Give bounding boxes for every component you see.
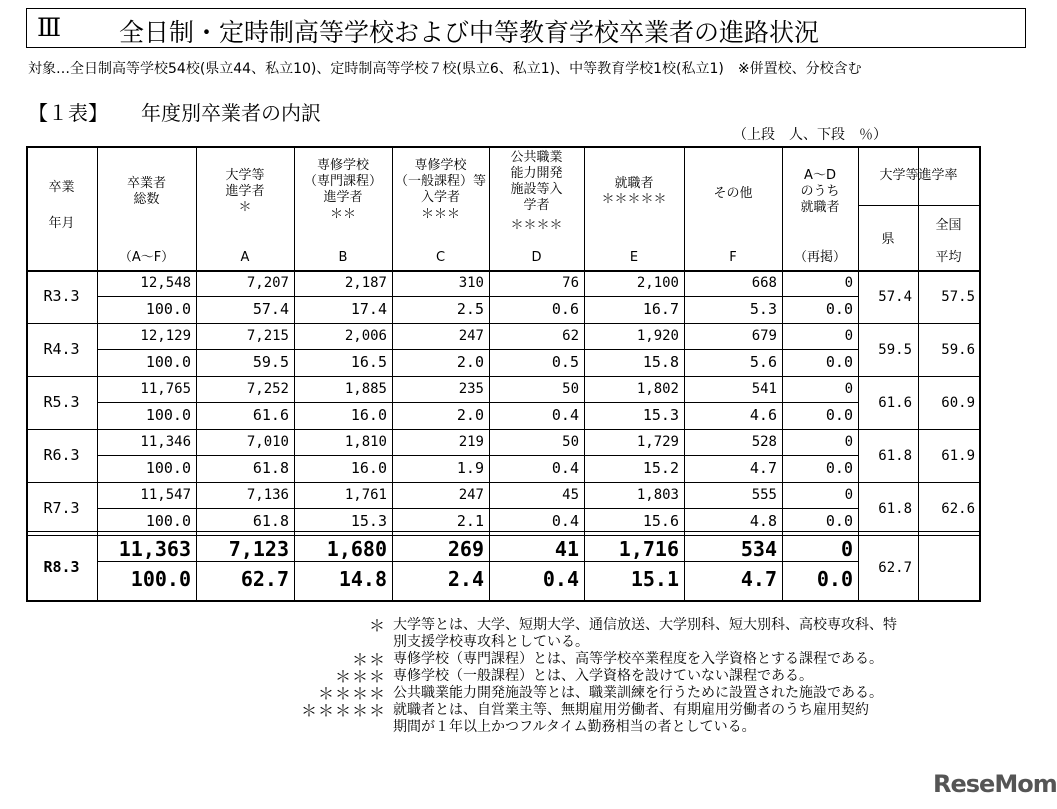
- percent-cell: 14.8: [338, 567, 387, 591]
- table-border-top: [26, 146, 981, 148]
- count-cell: 76: [562, 275, 579, 291]
- percent-cell: 4.7: [740, 567, 777, 591]
- percent-cell: 0.4: [551, 406, 579, 424]
- count-cell: 11,765: [140, 381, 191, 397]
- header-d-line: 能力開発: [510, 166, 563, 181]
- count-cell: 269: [447, 537, 484, 561]
- percent-cell: 0.0: [825, 512, 853, 530]
- count-cell: 41: [554, 537, 579, 561]
- rate-nat-cell: 60.9: [941, 394, 975, 411]
- rate-nat-cell: 57.5: [941, 288, 975, 305]
- rate-pref-cell: 61.6: [878, 394, 912, 411]
- count-cell: 11,346: [140, 434, 191, 450]
- note-text: 公共職業能力開発施設等とは、職業訓練を行うために設置された施設である。: [393, 685, 883, 701]
- header-c-line: （一般課程）等: [394, 174, 486, 189]
- rate-nat-cell: 61.9: [941, 447, 975, 464]
- percent-cell: 2.0: [456, 353, 484, 371]
- header-ad-line: のうち: [800, 184, 840, 199]
- note-mark: ＊＊＊＊＊: [300, 701, 386, 720]
- header-a-line: A: [240, 250, 250, 265]
- note-text: 大学等とは、大学、短期大学、通信放送、大学別科、短大別科、高校専攻科、特: [393, 617, 897, 633]
- count-cell: 11,547: [140, 487, 191, 503]
- row-year: R5.3: [43, 392, 80, 411]
- final-row-inner-line: [26, 535, 981, 536]
- count-cell: 679: [751, 328, 777, 344]
- row-divider: [26, 323, 979, 324]
- count-cell: 7,010: [246, 434, 289, 450]
- count-cell: 0: [844, 381, 853, 397]
- percent-cell: 0.0: [816, 567, 853, 591]
- percent-cell: 100.0: [145, 459, 191, 477]
- percent-cell: 15.2: [642, 459, 679, 477]
- row-year: R3.3: [43, 286, 80, 305]
- count-cell: 1,885: [344, 381, 387, 397]
- percent-cell: 59.5: [252, 353, 289, 371]
- percent-cell: 16.7: [642, 300, 679, 318]
- rate-subheader-line: [858, 205, 979, 206]
- resemom-logo: ReseMom: [933, 770, 1057, 798]
- table-label: [28, 97, 321, 126]
- count-cell: 12,548: [140, 275, 191, 291]
- header-b-line: （専門課程）: [303, 174, 382, 189]
- row-mid-dotted: [97, 455, 858, 456]
- target-description: 対象…全日制高等学校54校(県立44、私立10)、定時制高等学校７校(県立6、私立1)、中等教育学校1校(私立1) ※併置校、分校含む: [28, 61, 862, 77]
- percent-cell: 61.8: [252, 459, 289, 477]
- count-cell: 0: [844, 487, 853, 503]
- row-mid-dotted: [97, 296, 858, 297]
- count-cell: 7,215: [246, 328, 289, 344]
- rate-pref-cell: 57.4: [878, 288, 912, 305]
- percent-cell: 4.8: [749, 512, 777, 530]
- percent-cell: 2.1: [456, 512, 484, 530]
- header-year-line: 年月: [48, 216, 75, 231]
- percent-cell: 0.0: [825, 353, 853, 371]
- percent-cell: 15.1: [630, 567, 679, 591]
- count-cell: 0: [844, 275, 853, 291]
- row-mid-dotted: [97, 561, 858, 562]
- header-a-line: ＊: [238, 200, 252, 215]
- percent-cell: 2.4: [447, 567, 484, 591]
- rate-pref-cell: 61.8: [878, 447, 912, 464]
- note-mark: ＊＊: [351, 650, 386, 669]
- percent-cell: 0.4: [542, 567, 579, 591]
- percent-cell: 4.7: [749, 459, 777, 477]
- header-total-line: （A～F）: [118, 250, 175, 265]
- percent-cell: 0.4: [551, 459, 579, 477]
- table-border-left: [26, 146, 28, 602]
- percent-cell: 15.8: [642, 353, 679, 371]
- percent-cell: 100.0: [145, 406, 191, 424]
- count-cell: 7,207: [246, 275, 289, 291]
- count-cell: 0: [840, 537, 853, 561]
- percent-cell: 0.0: [825, 406, 853, 424]
- count-cell: 62: [562, 328, 579, 344]
- count-cell: 1,716: [618, 537, 679, 561]
- header-f-line: その他: [713, 186, 753, 201]
- header-c-line: 専修学校: [414, 158, 467, 173]
- percent-cell: 2.0: [456, 406, 484, 424]
- percent-cell: 16.5: [350, 353, 387, 371]
- percent-cell: 61.6: [252, 406, 289, 424]
- count-cell: 7,123: [228, 537, 289, 561]
- percent-cell: 0.6: [551, 300, 579, 318]
- count-cell: 1,729: [636, 434, 679, 450]
- header-c-line: ＊＊＊: [420, 207, 460, 222]
- count-cell: 247: [458, 328, 484, 344]
- count-cell: 50: [562, 434, 579, 450]
- percent-cell: 16.0: [350, 406, 387, 424]
- row-divider: [26, 482, 979, 483]
- count-cell: 7,252: [246, 381, 289, 397]
- count-cell: 2,006: [344, 328, 387, 344]
- header-a-line: 進学者: [225, 184, 265, 199]
- row-year: R7.3: [43, 498, 80, 517]
- unit-note: （上段 人、下段 ％）: [733, 127, 887, 143]
- rate-pref-cell: 59.5: [878, 341, 912, 358]
- percent-cell: 1.9: [456, 459, 484, 477]
- rate-pref-cell: 62.7: [878, 559, 912, 576]
- percent-cell: 4.6: [749, 406, 777, 424]
- count-cell: 0: [844, 328, 853, 344]
- percent-cell: 0.5: [551, 353, 579, 371]
- count-cell: 1,803: [636, 487, 679, 503]
- percent-cell: 5.6: [749, 353, 777, 371]
- row-divider: [26, 429, 979, 430]
- count-cell: 11,363: [118, 537, 191, 561]
- count-cell: 1,802: [636, 381, 679, 397]
- header-total-line: 卒業者: [126, 176, 166, 191]
- header-c-line: C: [435, 250, 446, 265]
- section-title-box: [26, 8, 1026, 48]
- rate-nat-cell: 59.6: [941, 341, 975, 358]
- note-text: 専修学校（専門課程）とは、高等学校卒業程度を入学資格とする課程である。: [393, 651, 883, 667]
- header-b-line: ＊＊: [329, 207, 356, 222]
- count-cell: 7,136: [246, 487, 289, 503]
- percent-cell: 100.0: [145, 512, 191, 530]
- count-cell: 534: [740, 537, 777, 561]
- count-cell: 1,761: [344, 487, 387, 503]
- row-mid-dotted: [97, 349, 858, 350]
- count-cell: 247: [458, 487, 484, 503]
- percent-cell: 57.4: [252, 300, 289, 318]
- note-mark: ＊: [368, 616, 386, 635]
- header-d-line: D: [531, 250, 542, 265]
- note-text: 別支援学校専攻科としている。: [393, 634, 589, 650]
- count-cell: 1,810: [344, 434, 387, 450]
- header-d-line: 学者: [523, 198, 550, 213]
- row-year: R6.3: [43, 445, 80, 464]
- header-b-line: B: [338, 250, 348, 265]
- rate-pref-cell: 61.8: [878, 500, 912, 517]
- count-cell: 45: [562, 487, 579, 503]
- percent-cell: 0.4: [551, 512, 579, 530]
- header-c-line: 入学者: [420, 190, 460, 205]
- row-divider: [26, 376, 979, 377]
- table-border-right: [979, 146, 981, 602]
- table-title: 年度別卒業者の内訳: [141, 101, 321, 125]
- header-b-line: 専修学校: [316, 158, 369, 173]
- rate-nat-cell: 62.6: [941, 500, 975, 517]
- count-cell: 668: [751, 275, 777, 291]
- count-cell: 235: [458, 381, 484, 397]
- percent-cell: 100.0: [145, 353, 191, 371]
- header-ad-line: A～D: [804, 168, 836, 183]
- header-ad-line: （再掲）: [793, 250, 846, 265]
- percent-cell: 0.0: [825, 300, 853, 318]
- section-number: Ⅲ: [37, 13, 62, 42]
- percent-cell: 5.3: [749, 300, 777, 318]
- count-cell: 2,187: [344, 275, 387, 291]
- percent-cell: 61.8: [252, 512, 289, 530]
- percent-cell: 62.7: [240, 567, 289, 591]
- header-d-line: 公共職業: [510, 150, 563, 165]
- header-rate: 大学等進学率: [879, 168, 958, 183]
- header-b-line: 進学者: [323, 190, 363, 205]
- count-cell: 1,920: [636, 328, 679, 344]
- header-d-line: ＊＊＊＊: [510, 218, 563, 233]
- header-d-line: 施設等入: [510, 182, 563, 197]
- section-title: 全日制・定時制高等学校および中等教育学校卒業者の進路状況: [119, 18, 820, 47]
- header-year-line: 卒業: [48, 180, 75, 195]
- count-cell: 528: [751, 434, 777, 450]
- percent-cell: 17.4: [350, 300, 387, 318]
- count-cell: 541: [751, 381, 777, 397]
- row-year: R4.3: [43, 339, 80, 358]
- table-number: 【１表】: [28, 101, 108, 125]
- header-total-line: 総数: [133, 192, 160, 207]
- note-text: 専修学校（一般課程）とは、入学資格を設けていない課程である。: [393, 668, 813, 684]
- count-cell: 0: [844, 434, 853, 450]
- header-ad-line: 就職者: [800, 200, 840, 215]
- header-a-line: 大学等: [225, 168, 265, 183]
- header-nat-1: 全国: [935, 218, 962, 233]
- header-bottom-line: [26, 270, 981, 272]
- percent-cell: 0.0: [825, 459, 853, 477]
- header-nat-2: 平均: [935, 250, 962, 265]
- percent-cell: 15.6: [642, 512, 679, 530]
- header-e-line: ＊＊＊＊＊: [601, 192, 667, 207]
- percent-cell: 15.3: [350, 512, 387, 530]
- note-text: 期間が１年以上かつフルタイム勤務相当の者としている。: [393, 719, 756, 735]
- percent-cell: 15.3: [642, 406, 679, 424]
- row-mid-dotted: [97, 402, 858, 403]
- row-year: R8.3: [43, 557, 80, 576]
- percent-cell: 2.5: [456, 300, 484, 318]
- percent-cell: 16.0: [350, 459, 387, 477]
- note-mark: ＊＊＊＊: [317, 684, 386, 703]
- header-e-line: 就職者: [614, 176, 654, 191]
- count-cell: 555: [751, 487, 777, 503]
- count-cell: 219: [458, 434, 484, 450]
- row-mid-dotted: [97, 508, 858, 509]
- header-pref: 県: [881, 232, 895, 247]
- table-border-bottom: [26, 600, 981, 602]
- header-e-line: E: [629, 250, 639, 265]
- count-cell: 310: [458, 275, 484, 291]
- percent-cell: 100.0: [130, 567, 191, 591]
- percent-cell: 100.0: [145, 300, 191, 318]
- note-mark: ＊＊＊: [334, 667, 386, 686]
- note-text: 就職者とは、自営業主等、無期雇用労働者、有期雇用労働者のうち雇用契約: [393, 702, 869, 718]
- final-row-outer-line: [26, 531, 981, 532]
- count-cell: 2,100: [636, 275, 679, 291]
- count-cell: 1,680: [326, 537, 387, 561]
- header-f-line: F: [729, 250, 737, 265]
- count-cell: 12,129: [140, 328, 191, 344]
- count-cell: 50: [562, 381, 579, 397]
